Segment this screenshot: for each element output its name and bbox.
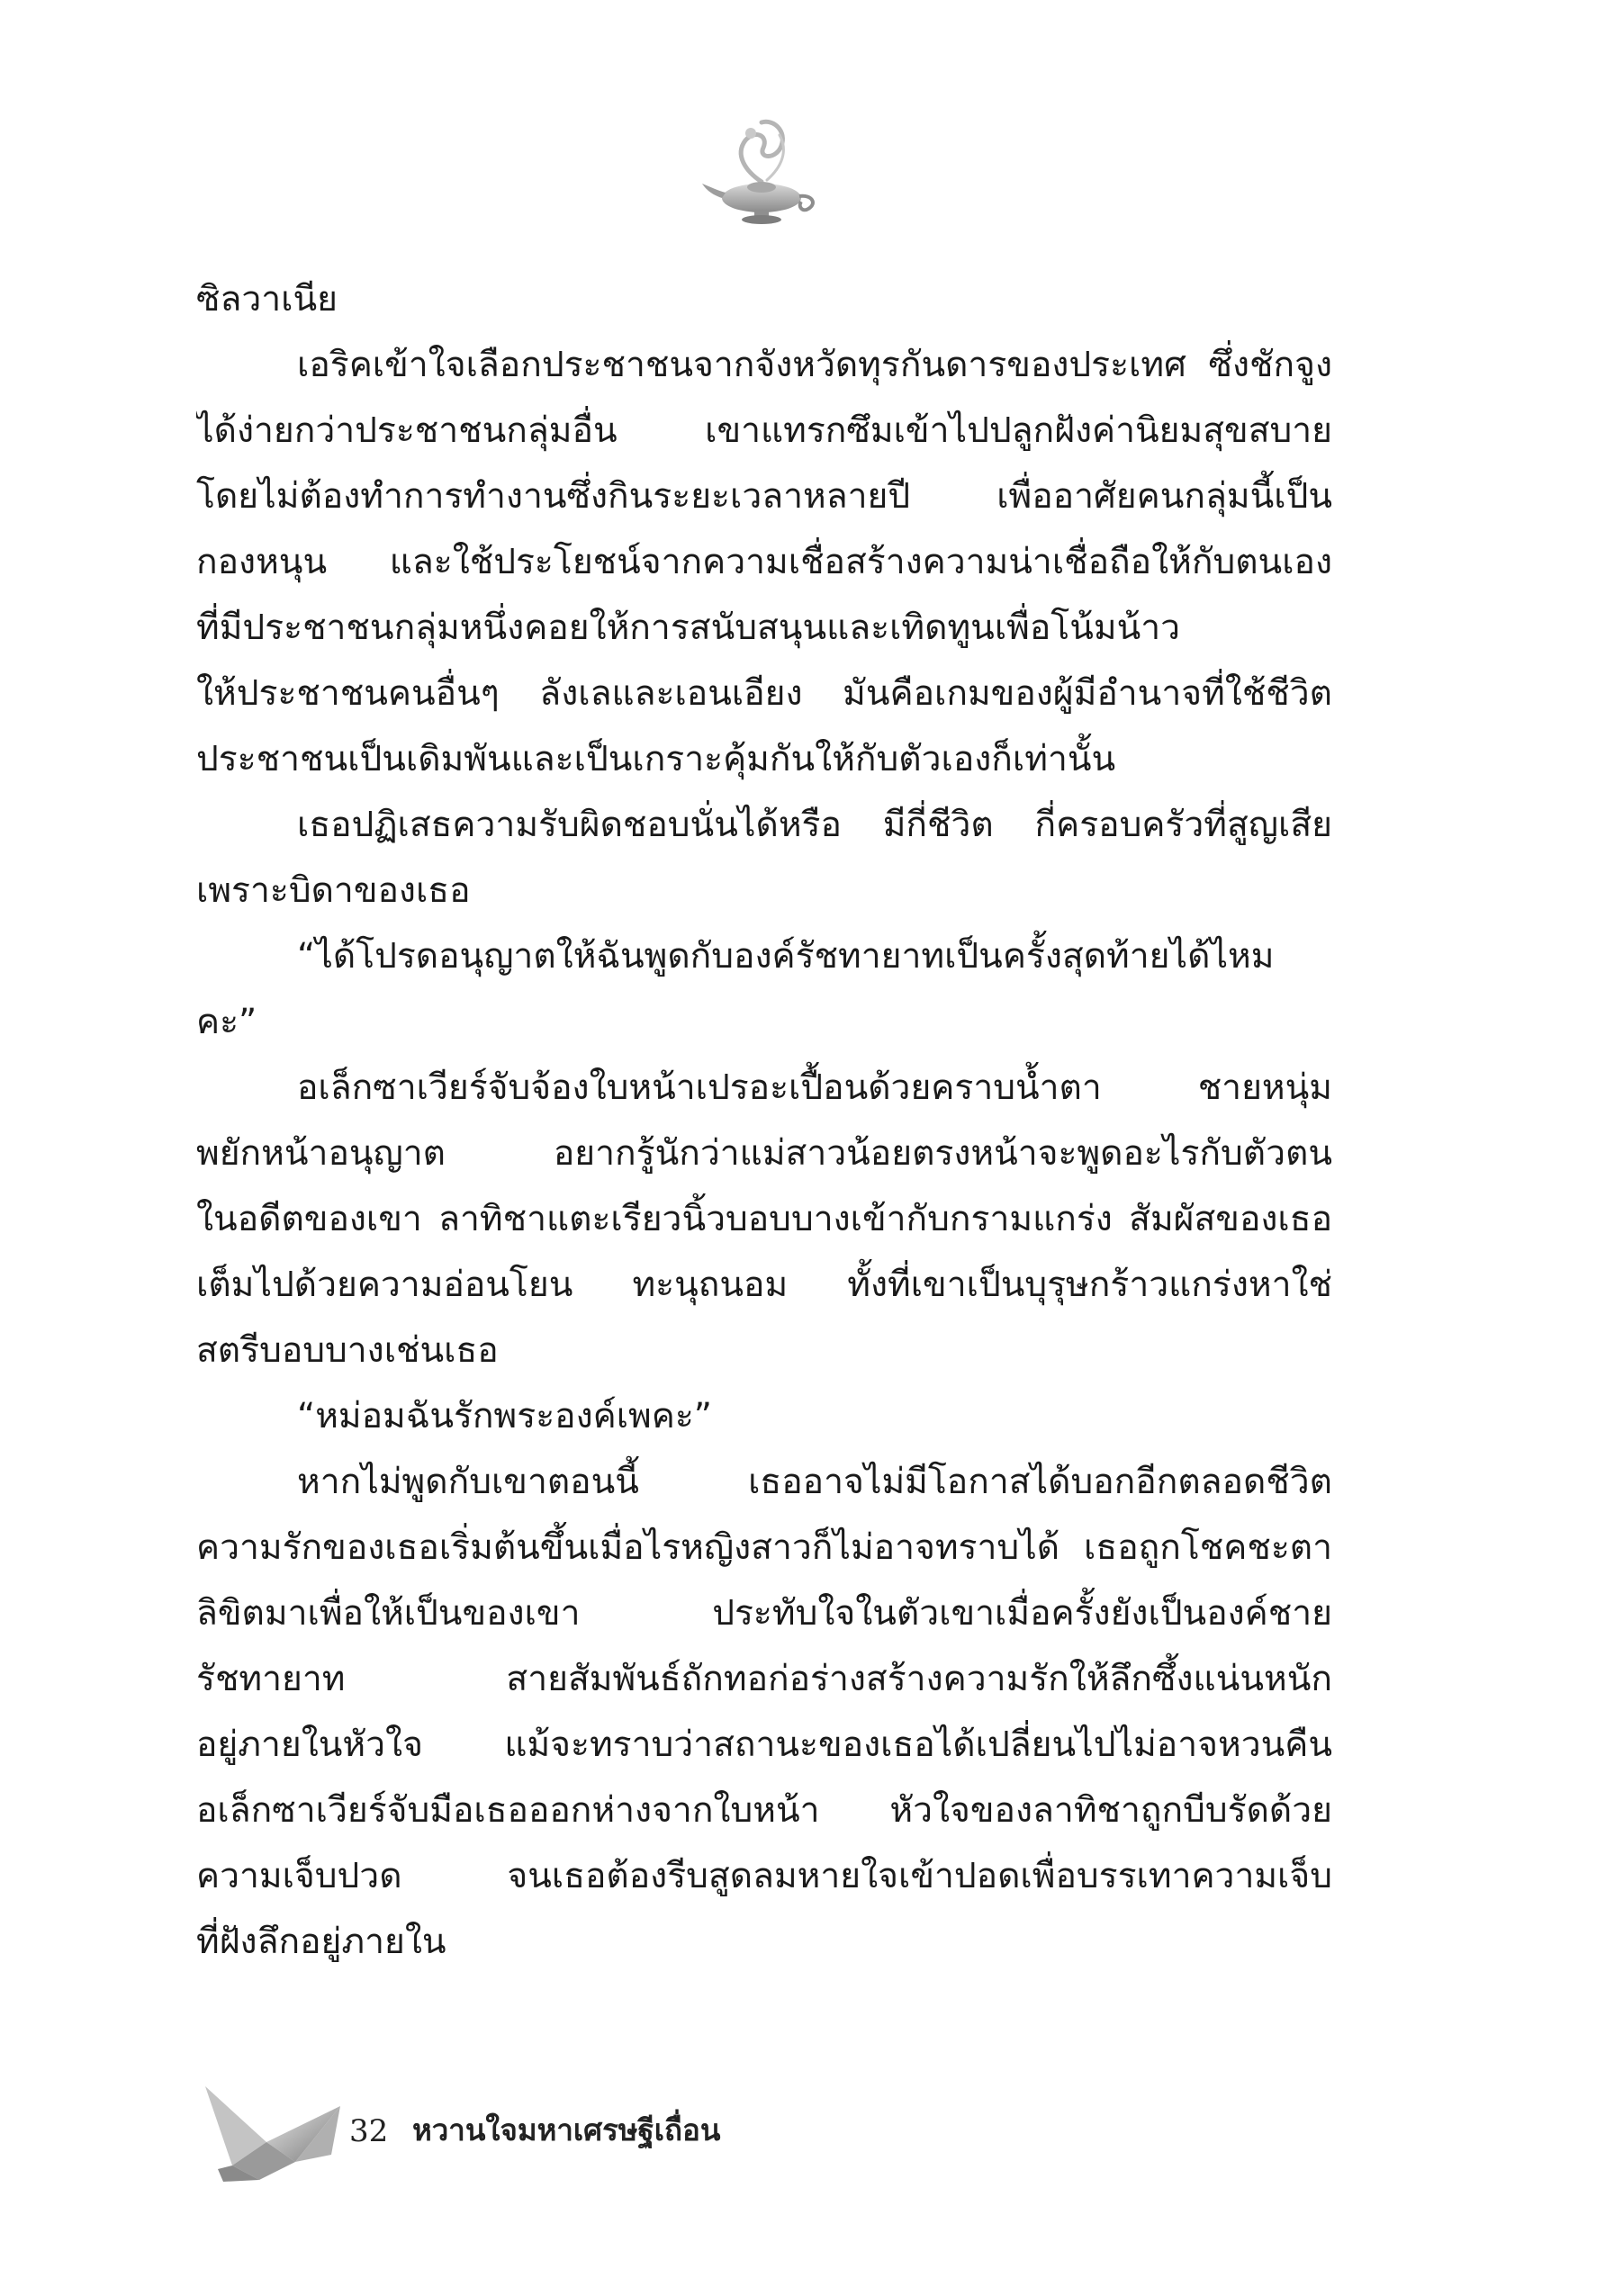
text-line: โดยไม่ต้องทำการทำงานซึ่งกินระยะเวลาหลายปี เพื่ออาศัยคนกลุ่มนี้เป็น <box>196 476 1332 517</box>
text-line: ในอดีตของเขา ลาทิชาแตะเรียวนิ้วบอบบางเข้ากับกรามแกร่ง สัมผัสของเธอ <box>196 1199 1332 1239</box>
text-line: อยู่ภายในหัวใจ แม้จะทราบว่าสถานะของเธอได้เปลี่ยนไปไม่อาจหวนคืน <box>196 1724 1332 1765</box>
paper-crane-icon <box>196 2079 354 2187</box>
text-line: พยักหน้าอนุญาต อยากรู้นักว่าแม่สาวน้อยตรงหน้าจะพูดอะไรกับตัวตน <box>196 1133 1332 1174</box>
text-line: รัชทายาท สายสัมพันธ์ถักทอก่อร่างสร้างความรักให้ลึกซึ้งแน่นหนัก <box>196 1659 1332 1699</box>
text-line: เธอปฏิเสธความรับผิดชอบนั่นได้หรือ มีกี่ชีวิต กี่ครอบครัวที่สูญเสีย <box>297 805 1332 845</box>
text-line: “ได้โปรดอนุญาตให้ฉันพูดกับองค์รัชทายาทเป็นครั้งสุดท้ายได้ไหม <box>297 936 1275 977</box>
text-line: ความรักของเธอเริ่มต้นขึ้นเมื่อไรหญิงสาวก็ไม่อาจทราบได้ เธอถูกโชคชะตา <box>196 1527 1332 1568</box>
text-line: ได้ง่ายกว่าประชาชนกลุ่มอื่น เขาแทรกซึมเข้าไปปลูกฝังค่านิยมสุขสบาย <box>196 410 1332 451</box>
text-line: เต็มไปด้วยความอ่อนโยน ทะนุถนอม ทั้งที่เขาเป็นบุรุษกร้าวแกร่งหาใช่ <box>196 1265 1332 1305</box>
text-line: อเล็กซาเวียร์จับมือเธอออกห่างจากใบหน้า หัวใจของลาทิชาถูกบีบรัดด้วย <box>196 1790 1332 1831</box>
page-number: 32 <box>349 2113 389 2149</box>
text-line: ประชาชนเป็นเดิมพันและเป็นเกราะคุ้มกันให้กับตัวเองก็เท่านั้น <box>196 739 1116 779</box>
body-text <box>196 266 1332 1975</box>
text-line: ความเจ็บปวด จนเธอต้องรีบสูดลมหายใจเข้าปอดเพื่อบรรเทาความเจ็บ <box>196 1856 1332 1896</box>
page-footer <box>196 2079 826 2187</box>
magic-lamp-icon <box>699 108 825 234</box>
text-line: กองหนุน และใช้ประโยชน์จากความเชื่อสร้างความน่าเชื่อถือให้กับตนเอง <box>196 542 1332 582</box>
text-line: “หม่อมฉันรักพระองค์เพคะ” <box>297 1396 712 1436</box>
text-line: ให้ประชาชนคนอื่นๆ ลังเลและเอนเอียง มันคือเกมของผู้มีอำนาจที่ใช้ชีวิต <box>196 673 1332 714</box>
text-line: ลิขิตมาเพื่อให้เป็นของเขา ประทับใจในตัวเขาเมื่อครั้งยังเป็นองค์ชาย <box>196 1593 1332 1634</box>
text-line: เพราะบิดาของเธอ <box>196 870 471 911</box>
text-line: เอริคเข้าใจเลือกประชาชนจากจังหวัดทุรกันดารของประเทศ ซึ่งชักจูง <box>297 345 1332 385</box>
book-title: หวานใจมหาเศรษฐีเถื่อน <box>412 2112 721 2147</box>
text-line: คะ” <box>196 1002 257 1042</box>
text-line: ที่ฝังลึกอยู่ภายใน <box>196 1922 446 1962</box>
text-line: ที่มีประชาชนกลุ่มหนึ่งคอยให้การสนับสนุนและเทิดทูนเพื่อโน้มน้าว <box>196 608 1181 648</box>
text-line: หากไม่พูดกับเขาตอนนี้ เธออาจไม่มีโอกาสได้บอกอีกตลอดชีวิต <box>297 1462 1332 1502</box>
text-line: ซิลวาเนีย <box>196 279 338 320</box>
text-line: อเล็กซาเวียร์จับจ้องใบหน้าเปรอะเปื้อนด้วยคราบน้ำตา ชายหนุ่ม <box>297 1067 1332 1108</box>
text-line: สตรีบอบบางเช่นเธอ <box>196 1330 499 1371</box>
